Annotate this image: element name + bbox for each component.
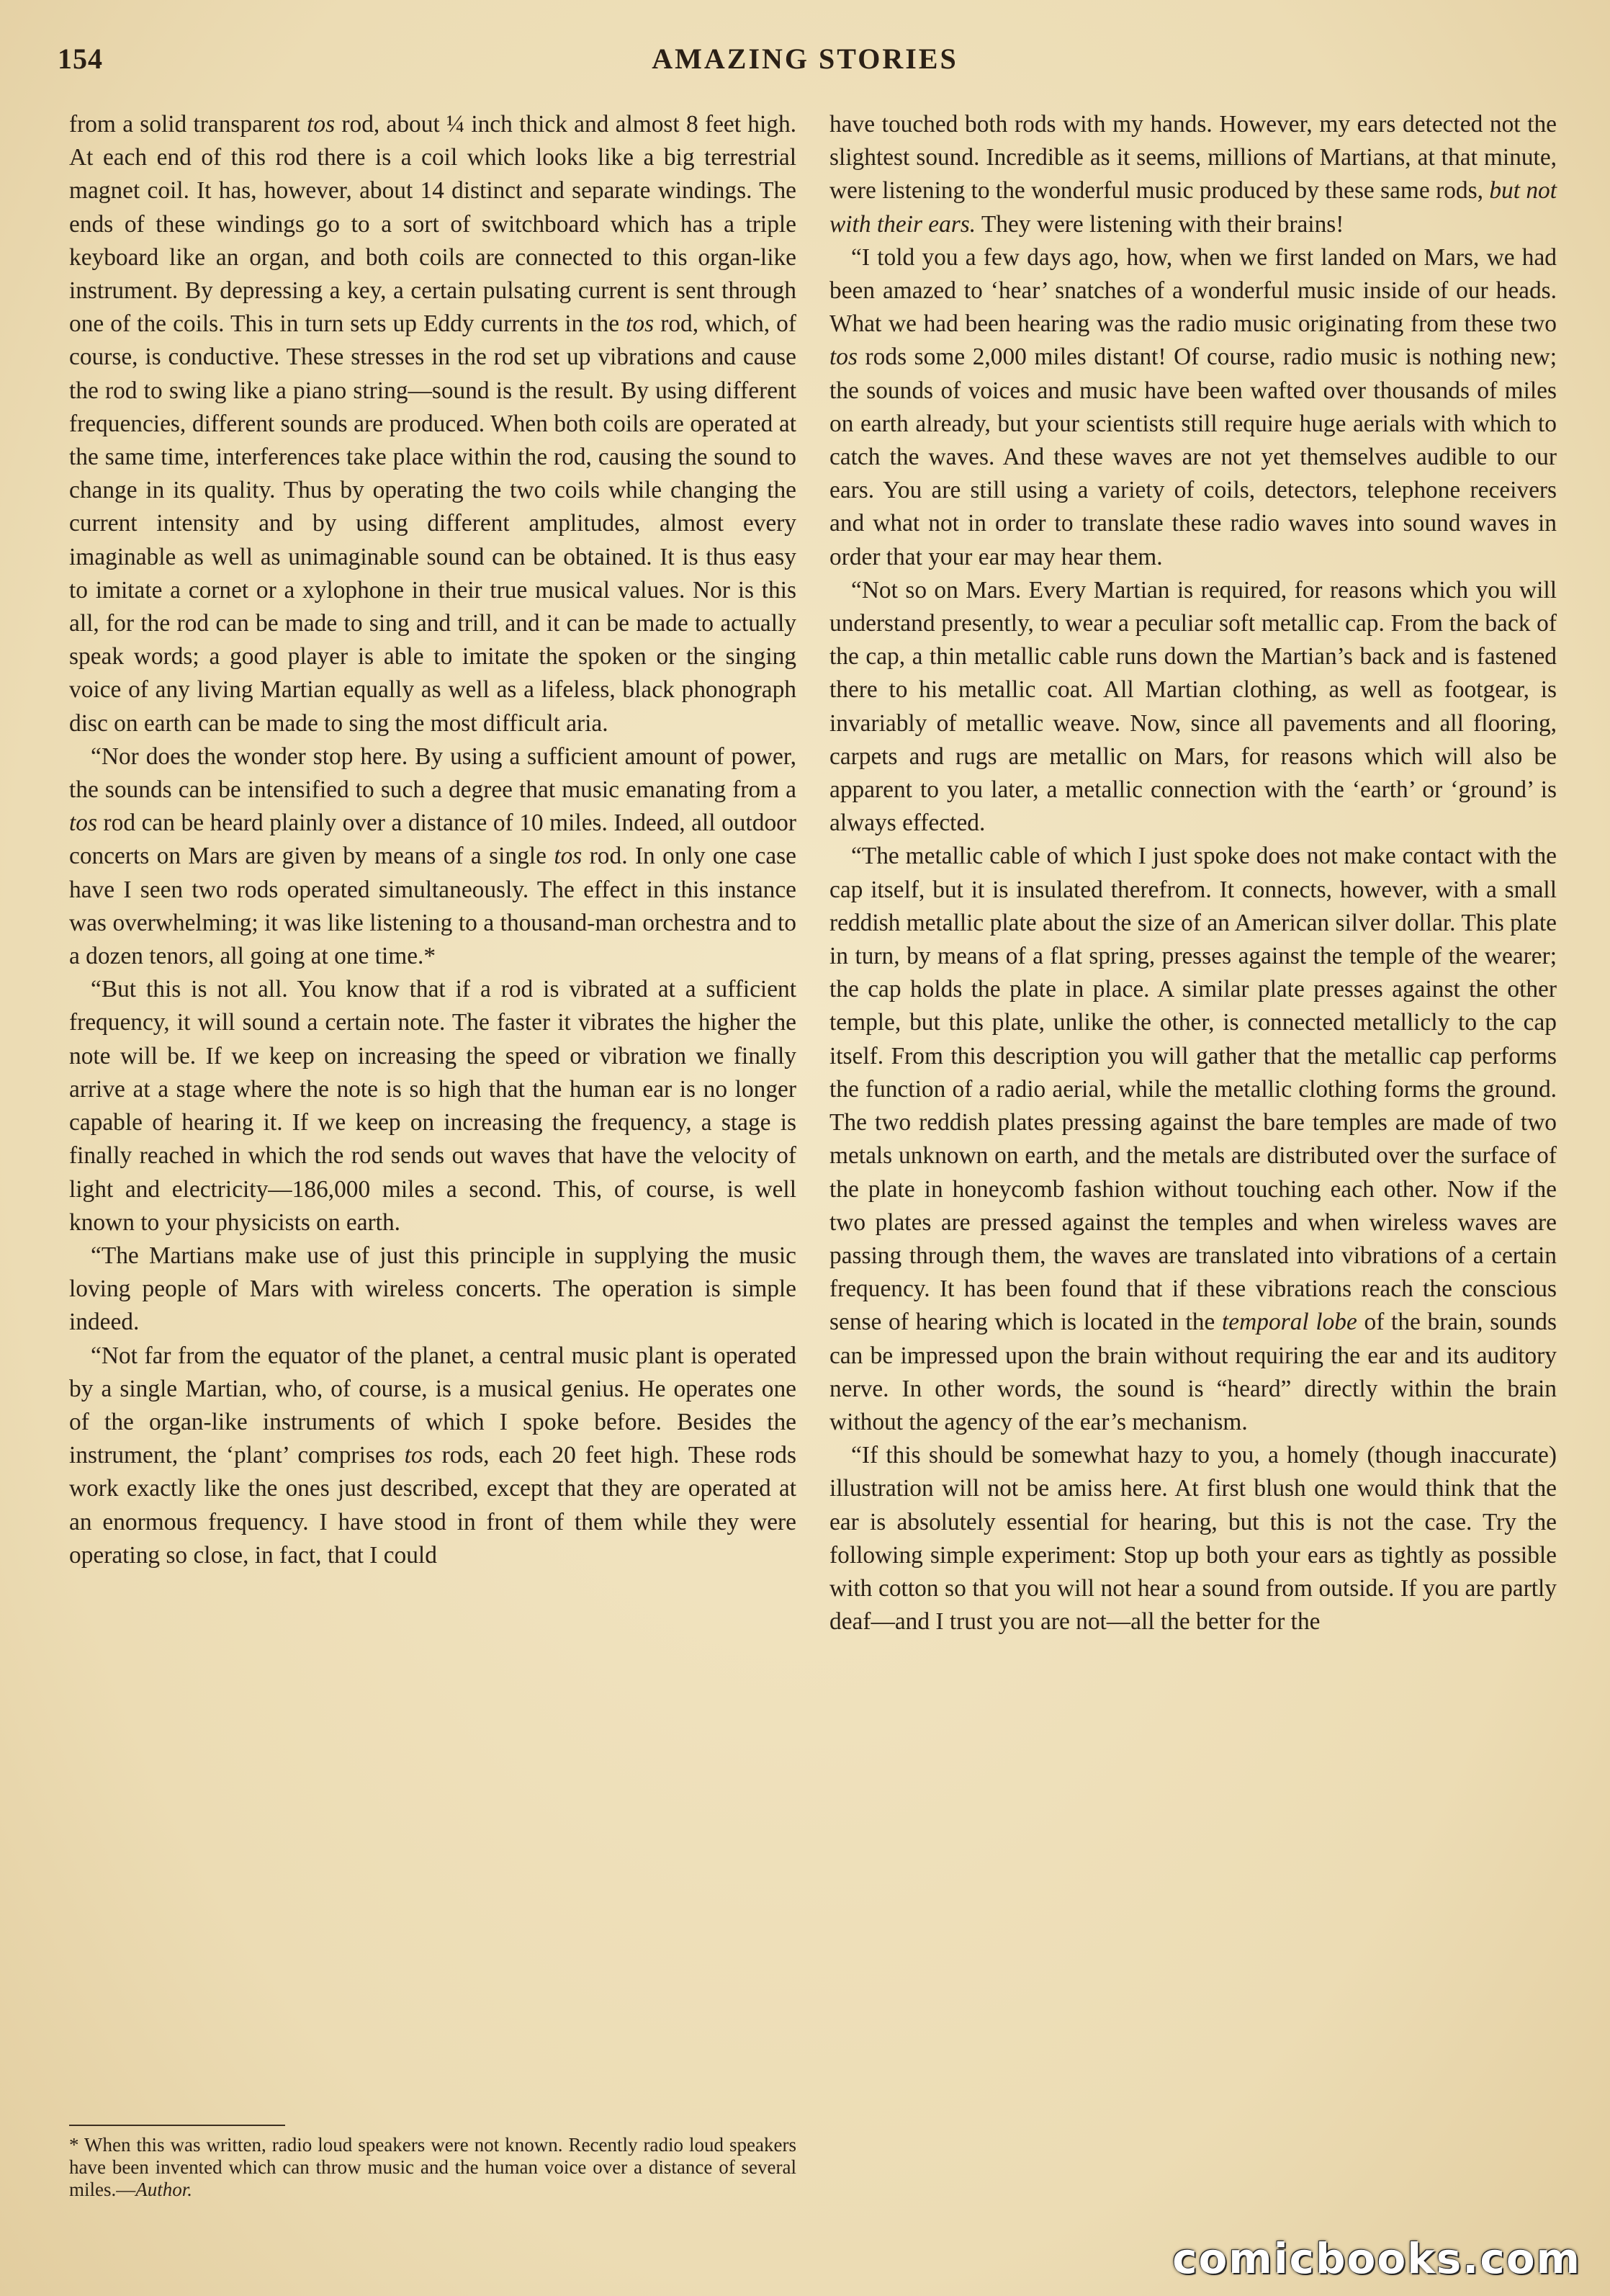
paragraph [829, 1439, 1557, 1638]
text-run: rod, which, of course, is conductive. These stresses in the rod set up vibrations and cause the rod to swing like a piano string—sound is the result. By using different frequencies, different sounds are produced. When both coils are operated at the same time, interferences take place within the rod, causing the sound to change in its quality. Thus by operating the two coils while changing the current intensity and by using different amplitudes, almost every imaginable as well as unimaginable sound can be obtained. It is thus easy to imitate a cornet or a xylophone in their true musical values. Nor is this all, for the rod can be made to sing and trill, and it can be made to actually speak words; a good player is able to imitate the spoken or the singing voice of any living Martian equally as well as a lifeless, black phonograph disc on earth can be made to sing the most difficult aria. [69, 310, 796, 737]
footnote-text: * When this was written, radio loud speakers were not known. Recently radio loud speakers have been invented which can throw music and the human voice over a distance of several miles.— [69, 2134, 796, 2200]
footnote-divider [69, 2125, 285, 2126]
running-head-title: AMAZING STORIES [652, 42, 958, 75]
italic-text: tos [626, 310, 655, 338]
right-column [829, 108, 1557, 1638]
italic-text: tos [69, 810, 97, 837]
paragraph [69, 1340, 796, 1572]
left-column [69, 108, 796, 1572]
paragraph [69, 973, 796, 1239]
page-number: 154 [58, 42, 103, 75]
text-run: They were listening with their brains! [976, 210, 1344, 238]
paragraph [69, 1239, 796, 1340]
text-run: from a solid transparent [69, 111, 307, 138]
italic-text: tos [307, 111, 336, 138]
text-run: rods some 2,000 miles distant! Of course, radio music is nothing new; the sounds of voices and music have been wafted over thousands of miles on earth already, but your scientists still require huge aerials with which to catch the waves. And these waves are not yet themselves audible to our ears. You are still using a variety of coils, detectors, telephone receivers and what not in order to translate these radio waves into sound waves in order that your ear may hear them. [829, 344, 1557, 570]
text-run: “Not so on Mars. Every Martian is required, for reasons which you will understand presently, to wear a peculiar soft metallic cap. From the back of the cap, a thin metallic cable runs down the Martian’s back and is fastened there to his metallic coat. All Martian clothing, as well as footgear, is invariably of metallic weave. Now, since all pavements and all flooring, carpets and rugs are metallic on Mars, for reasons which will also be apparent to you later, a metallic connection with the ‘earth’ or ‘ground’ is always effected. [829, 576, 1557, 837]
text-run: rods, each 20 feet high. These rods work exactly like the ones just described, except that they are operated at an enormous frequency. I have stood in front of them while they were operating so close, in fact, that I could [69, 1442, 796, 1569]
text-run: “But this is not all. You know that if a rod is vibrated at a sufficient frequency, it will sound a certain note. The faster it vibrates the higher the note will be. If we keep on increasing the speed or vibration we finally arrive at a stage where the note is so high that the human ear is no longer capable of hearing it. If we keep on increasing the frequency, a stage is finally reached in which the rod sends out waves that have the velocity of light and electricity—186,000 miles a second. This, of course, is well known to your physicists on earth. [69, 976, 796, 1236]
text-run: “The metallic cable of which I just spoke does not make contact with the cap itself, but it is insulated therefrom. It connects, however, with a small reddish metallic plate about the size of an American silver dollar. This plate in turn, by means of a flat spring, presses against the temple of the wearer; the cap holds the plate in place. A similar plate presses against the other temple, but this plate, unlike the other, is connected metallicly to the cap itself. From this description you will gather that the metallic cap performs the function of a radio aerial, while the metallic clothing forms the ground. The two reddish plates pressing against the bare temples are made of two metals unknown on earth, and the metals are distributed over the surface of the plate in honeycomb fashion without touching each other. Now if the two plates are pressed against the temples and when wireless waves are passing through them, the waves are translated into vibrations of a certain frequency. It has been found that if these vibrations reach the conscious sense of hearing which is located in the [829, 843, 1557, 1336]
paragraph [829, 108, 1557, 241]
text-run: have touched both rods with my hands. However, my ears detected not the slightest sound. Incredible as it seems, millions of Martians, at that minute, were listening to the wonderful music produced by these same rods, [829, 111, 1557, 205]
paragraph [829, 574, 1557, 840]
text-run: “The Martians make use of just this principle in supplying the music loving people of Mars with wireless concerts. The operation is simple indeed. [69, 1242, 796, 1336]
paragraph [829, 840, 1557, 1439]
text-run: rod, about ¼ inch thick and almost 8 feet high. At each end of this rod there is a coil which looks like a big terrestrial magnet coil. It has, however, about 14 distinct and separate windings. The ends of these windings go to a sort of switchboard which has a triple keyboard like an organ, and both coils are connected to this organ-like instrument. By depressing a key, a certain pulsating current is sent through one of the coils. This in turn sets up Eddy currents in the [69, 111, 796, 338]
text-run: “Not far from the equator of the planet, a central music plant is operated by a single Martian, who, of course, is a musical genius. He operates one of the organ-like instruments of which I spoke before. Besides the instrument, the ‘plant’ comprises [69, 1342, 796, 1469]
text-run: of the brain, sounds can be impressed upon the brain without requiring the ear and its auditory nerve. In other words, the sound is “heard” directly within the brain without the agency of the ear’s mechanism. [829, 1309, 1557, 1435]
italic-text: temporal lobe [1222, 1309, 1357, 1336]
italic-text: but not with their ears. [829, 177, 1557, 238]
paragraph [69, 108, 796, 740]
footnote-author: Author. [135, 2179, 193, 2200]
italic-text: tos [829, 344, 858, 371]
text-run: rod can be heard plainly over a distance of 10 miles. Indeed, all outdoor concerts on Mars are given by means of a single [69, 810, 796, 870]
text-run: “If this should be somewhat hazy to you, a homely (though inaccurate) illustration will not be amiss here. At first blush one would think that the ear is absolutely essential for hearing, but this is not the case. Try the following simple experiment: Stop up both your ears as tightly as possible with cotton so that you will not hear a sound from outside. If you are partly deaf—and I trust you are not—all the better for the [829, 1442, 1557, 1636]
paragraph [829, 241, 1557, 574]
italic-text: tos [554, 843, 583, 870]
text-run: “I told you a few days ago, how, when we first landed on Mars, we had been amazed to ‘hear’ snatches of a wonderful music inside of our heads. What we had been hearing was the radio music originating from these two [829, 243, 1557, 338]
text-run: rod. In only one case have I seen two rods operated simultaneously. The effect in this instance was overwhelming; it was like listening to a thousand-man orchestra and to a dozen tenors, all going at one time.* [69, 843, 796, 970]
paragraph [69, 740, 796, 973]
text-run: “Nor does the wonder stop here. By using a sufficient amount of power, the sounds can be intensified to such a degree that music emanating from a [69, 743, 796, 804]
italic-text: tos [404, 1442, 433, 1469]
watermark: comicbooks.com [1172, 2234, 1581, 2283]
footnote [69, 2134, 796, 2201]
page-header [50, 42, 1560, 85]
